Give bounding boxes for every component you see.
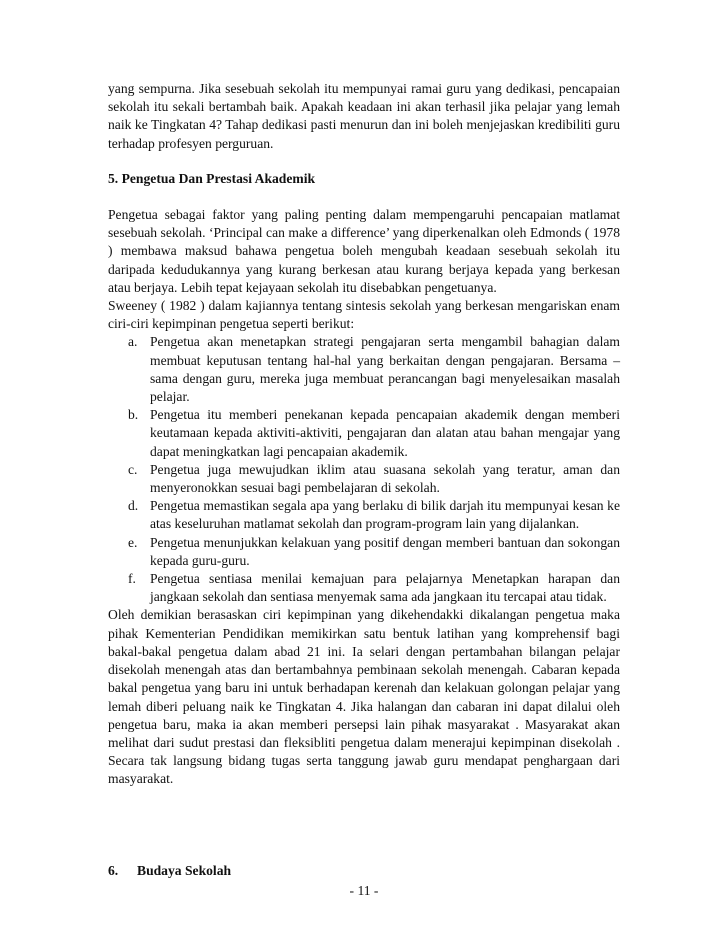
list-item <box>108 333 620 406</box>
list-item-text: Pengetua juga mewujudkan iklim atau suasana sekolah yang teratur, aman dan menyeronokkan sesuai bagi pembelajaran di sekolah. <box>150 461 620 496</box>
list-marker: b. <box>128 407 139 423</box>
list-item-text: Pengetua menunjukkan kelakuan yang positif dengan memberi bantuan dan sokongan kepada guru-guru. <box>150 534 620 568</box>
principal-traits-list <box>108 333 620 606</box>
list-marker: f. <box>128 571 136 587</box>
section-6-heading <box>108 862 620 880</box>
paragraph-continuation: yang sempurna. Jika sesebuah sekolah itu mempunyai ramai guru yang dedikasi, pencapaian sekolah itu sekali bertambah baik. Apakah keadaan ini akan terhasil jika pelajar yang lemah naik ke Tingkatan 4? Tahap dedikasi pasti menurun dan ini boleh menjejaskan kredibiliti guru terhadap profesyen perguruan. <box>108 81 620 151</box>
list-item <box>108 534 620 570</box>
section-6-title: Budaya Sekolah <box>137 862 232 878</box>
list-item <box>108 461 620 497</box>
section-5-paragraph-3: Oleh demikian berasaskan ciri kepimpinan yang dikehendakki dikalangan pengetua maka pihak Kementerian Pendidikan memikirkan satu bentuk latihan yang komprehensif bagi bakal-bakal pengetua dalam abad 21 ini. Ia selari dengan pertambahan bilangan pelajar disekolah menengah atas dan bertambahnya pembinaan sekolah menengah. Cabaran kepada bakal pengetua yang baru ini untuk berhadapan kerenah dan kelakuan golongan pelajar yang lemah diberi peluang naik ke Tingkatan 4. Jika halangan dan cabaran ini dapat dilalui oleh pengetua baru, maka ia akan memberi persepsi lain pihak masyarakat . Masyarakat akan melihat dari sudut prestasi dan fleksibliti pengetua dalam menerajui kepimpinan disekolah . Secara tak langsung bidang tugas serta tanggung jawab guru mendapat penghargaan dari masyarakat. <box>108 607 620 787</box>
list-item <box>108 570 620 606</box>
section-5-heading: 5. Pengetua Dan Prestasi Akademik <box>108 170 316 186</box>
list-marker: d. <box>128 498 139 514</box>
list-item <box>108 497 620 533</box>
list-item-text: Pengetua memastikan segala apa yang berlaku di bilik darjah itu mempunyai kesan ke atas keseluruhan matlamat sekolah dan program-program lain yang dijalankan. <box>150 498 620 532</box>
list-item-text: Pengetua itu memberi penekanan kepada pencapaian akademik dengan memberi keutamaan kepada aktiviti-aktiviti, pengajaran dan alatan atau bahan mengajar yang dapat meningkatkan lagi pencapaian akademik. <box>150 407 620 459</box>
list-item-text: Pengetua sentiasa menilai kemajuan para pelajarnya Menetapkan harapan dan jangkaan sekolah dan sentiasa menyemak sama ada jangkaan itu tercapai atau tidak. <box>150 571 620 605</box>
section-5-paragraph-2: Sweeney ( 1982 ) dalam kajiannya tentang sintesis sekolah yang berkesan mengariskan enam ciri-ciri kepimpinan pengetua seperti berikut: <box>108 298 620 332</box>
list-marker: e. <box>128 534 138 550</box>
page-number: - 11 - <box>349 883 379 898</box>
document-page <box>108 80 620 880</box>
section-5-paragraph-1: Pengetua sebagai faktor yang paling penting dalam mempengaruhi pencapaian matlamat sesebuah sekolah. ‘Principal can make a difference’ yang diperkenalkan oleh Edmonds ( 1978 ) membawa maksud bahawa pengetua boleh mengubah keadaan sesebuah sekolah itu daripada kedudukannya yang kurang berkesan atau kurang berjaya kepada yang berkesan atau berjaya. Lebih tepat kejayaan sekolah itu disebabkan pengetuanya. <box>108 207 620 295</box>
list-marker: a. <box>128 334 138 350</box>
list-marker: c. <box>128 461 138 477</box>
list-item <box>108 406 620 461</box>
list-item-text: Pengetua akan menetapkan strategi pengajaran serta mengambil bahagian dalam membuat keputusan tentang hal-hal yang berkaitan dengan pengajaran. Bersama – sama dengan guru, mereka juga membuat perancangan bagi menyelesaikan masalah pelajar. <box>150 334 620 405</box>
section-6-number: 6. <box>108 862 119 878</box>
